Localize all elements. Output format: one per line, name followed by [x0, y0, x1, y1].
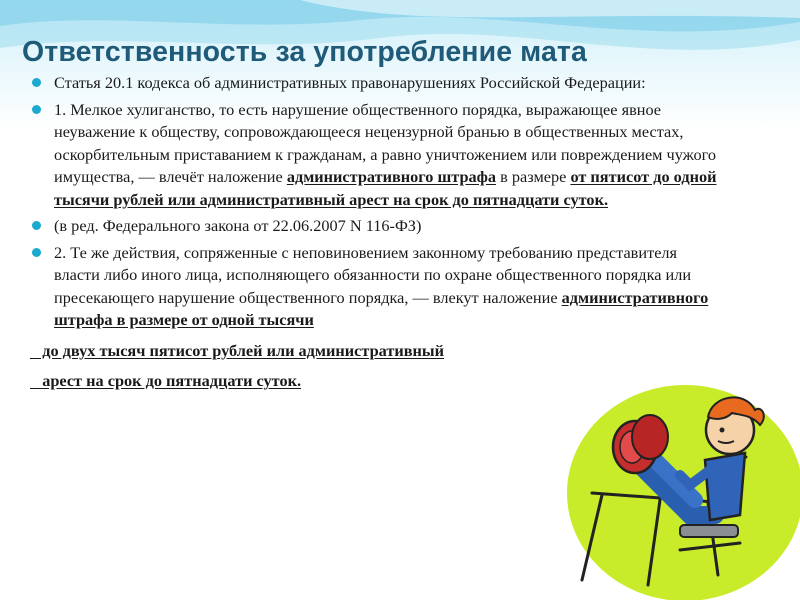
bullet-icon: [32, 78, 41, 87]
paragraph-text: 1. Мелкое хулиганство, то есть нарушение общественного порядка, выражающее явное неуважение к обществу, сопровождающееся нецензурной бранью в общественных местах, оскорбительным приставанием к гражданам, а равно уничтожением или повреждением чужого имущества, — влечёт наложение: [54, 99, 717, 186]
chair-seat: [680, 525, 738, 537]
paragraph-text: (в ред. Федерального закона от 22.06.2007 N 116-ФЗ): [54, 216, 422, 235]
bullet-icon: [32, 248, 41, 257]
bullet-icon: [32, 105, 41, 114]
torso: [705, 453, 745, 520]
page-title: Ответственность за употребление мата: [22, 36, 587, 68]
paragraph-part-2: [30, 242, 720, 332]
relaxing-person-on-chair-icon: [540, 375, 800, 600]
paragraph-text: в размере: [496, 167, 571, 186]
penalty-emphasis: от пятисот до одной тысячи рублей или административный арест на срок до пятнадцати суток.: [54, 167, 717, 209]
paragraph-part-1: [30, 99, 720, 212]
paragraph-text: 2. Те же действия, сопряженные с неповиновением законному требованию представителя власти либо иного лица, исполняющего обязанности по охране общественного порядка или пресекающего нарушение общественного порядка, — влекут наложение: [54, 242, 692, 307]
article-content: [30, 72, 720, 393]
penalty-continuation-line: арест на срок до пятнадцати суток.: [30, 371, 302, 390]
bullet-icon: [32, 221, 41, 230]
fine-emphasis: административного штрафа: [286, 167, 497, 186]
fine-emphasis: административного штрафа в размере от одной тысячи: [54, 287, 709, 329]
paragraph-article-intro: [30, 72, 720, 95]
paragraph-amendment: [30, 215, 720, 238]
penalty-continuation-line: до двух тысяч пятисот рублей или административный: [30, 340, 444, 360]
paragraph-text: Статья 20.1 кодекса об административных правонарушениях Российской Федерации:: [54, 73, 646, 92]
